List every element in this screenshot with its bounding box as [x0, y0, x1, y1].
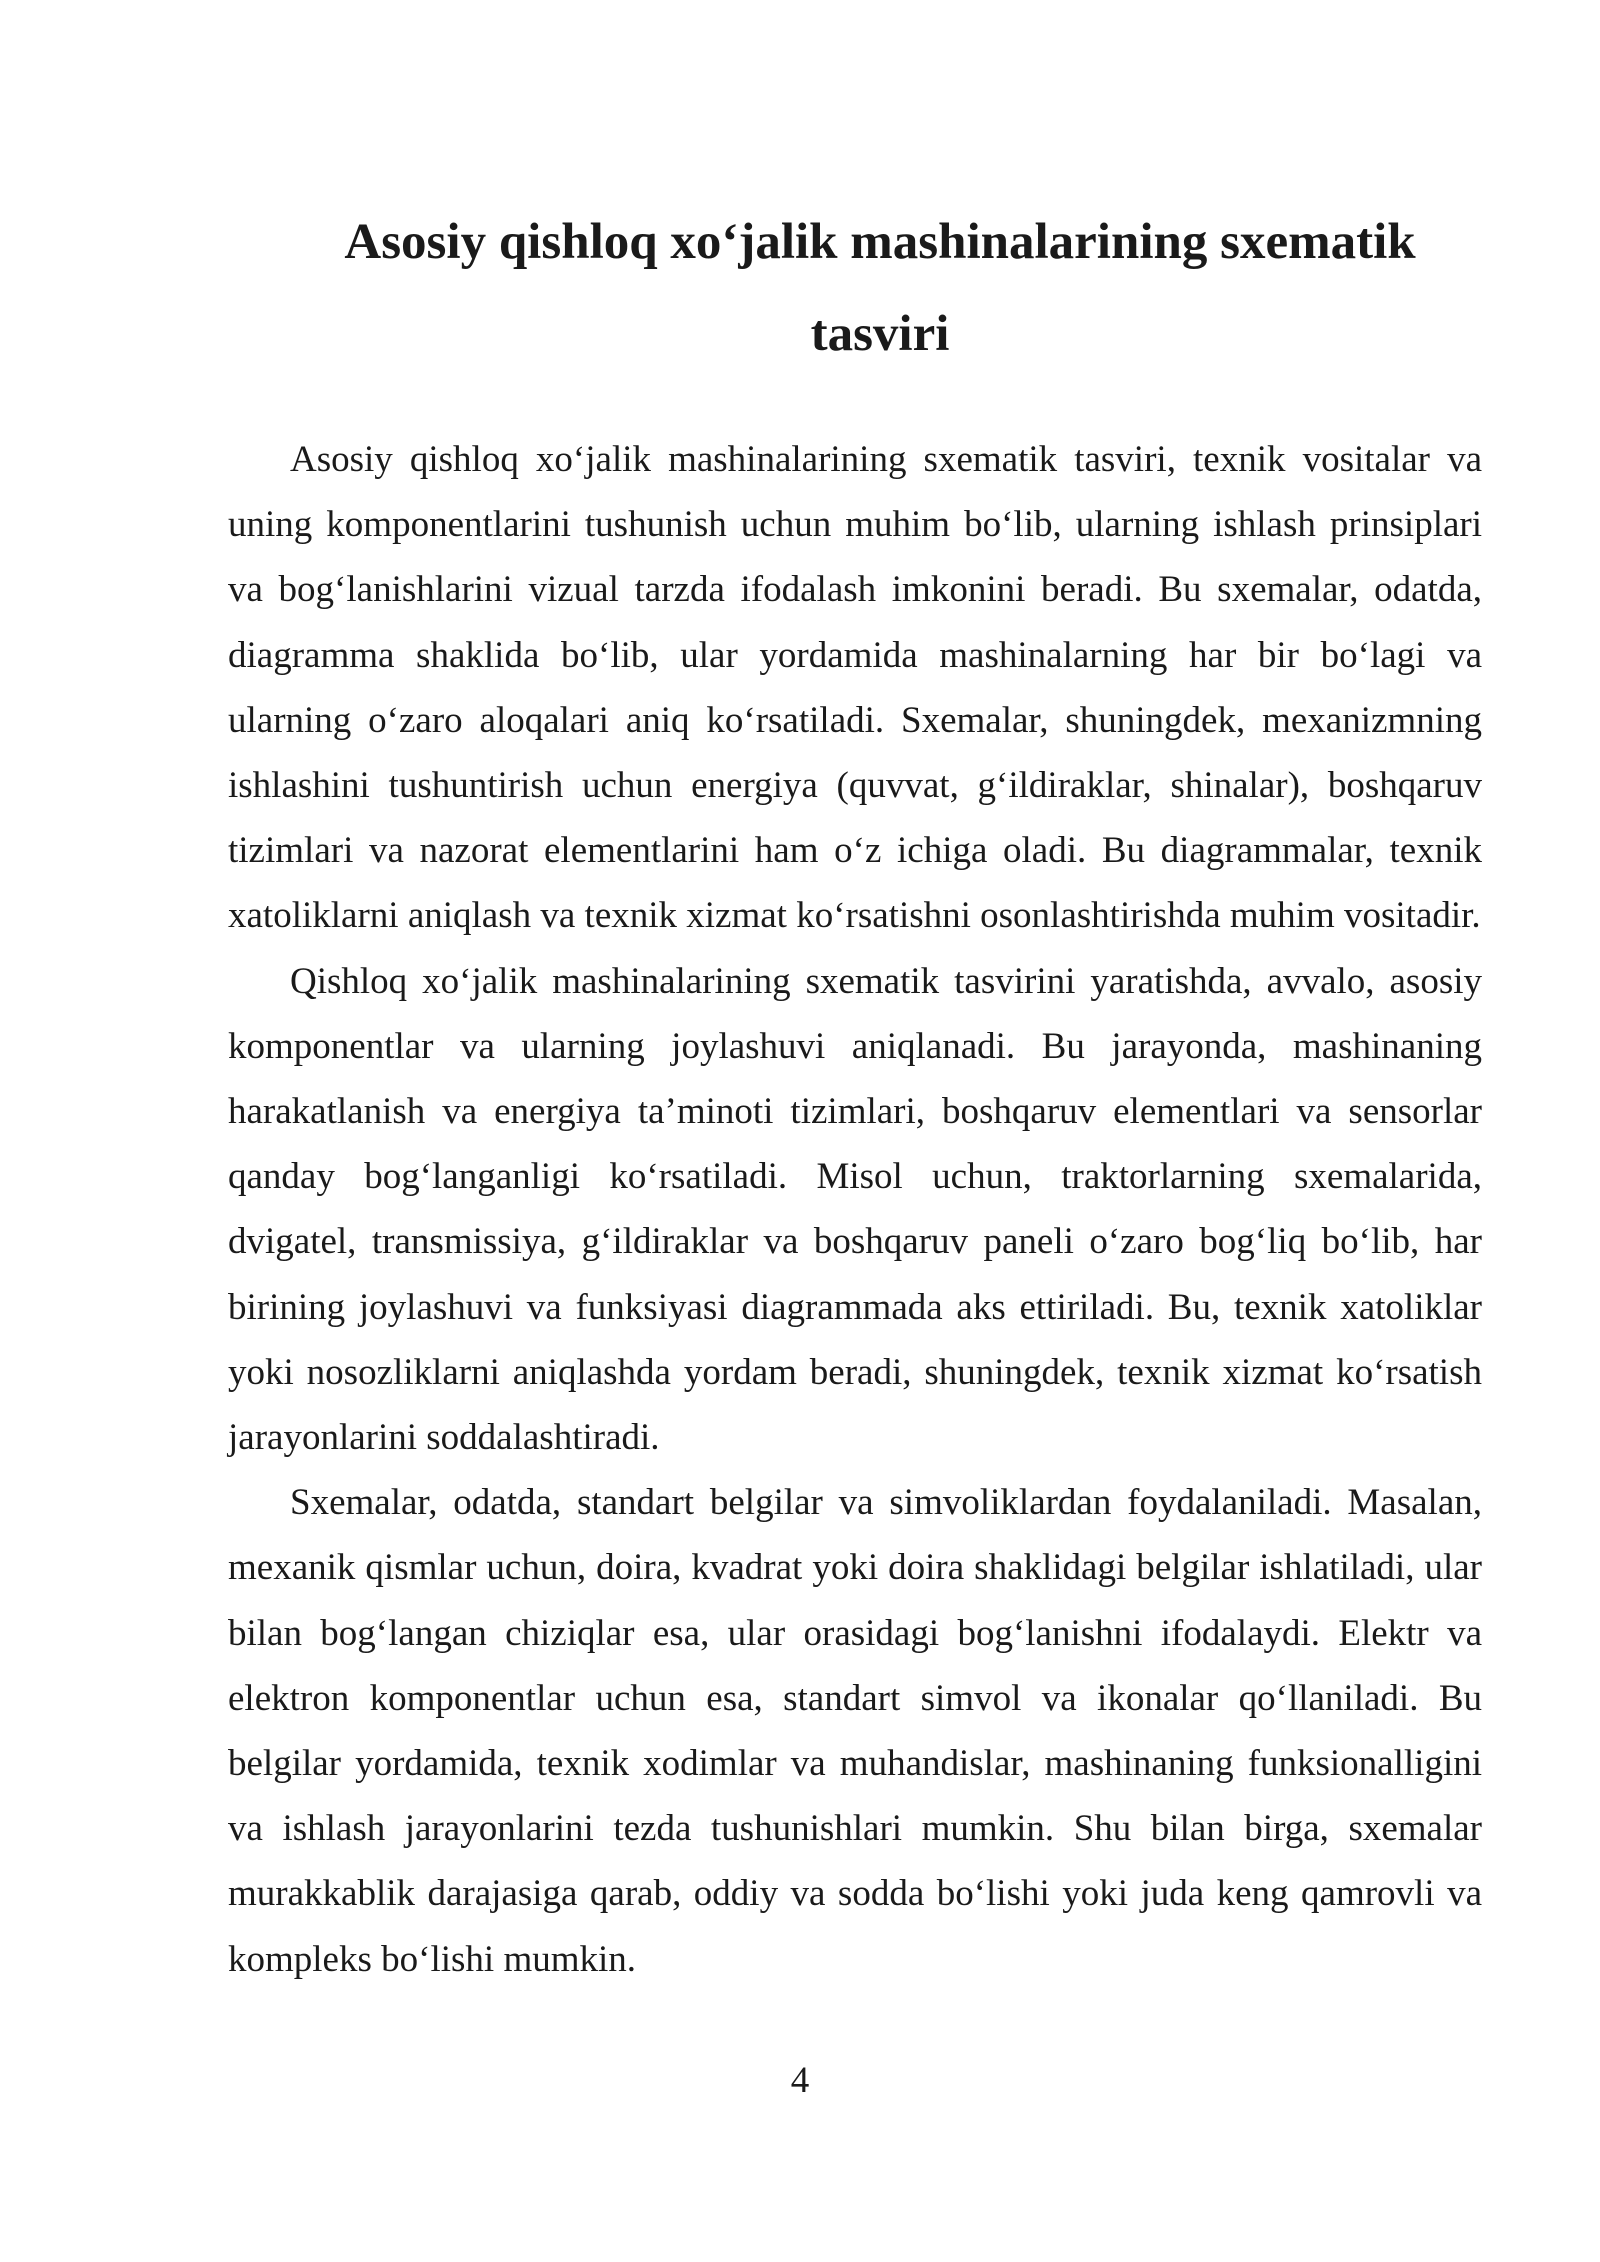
paragraph-3: Sxemalar, odatda, standart belgilar va simvoliklardan foydalaniladi. Masalan, mexanik qismlar uchun, doira, kvadrat yoki doira shaklidagi belgilar ishlatiladi, ular bilan bog‘langan chiziqlar esa, ular orasidagi bog‘lanishni ifodalaydi. Elektr va elektron komponentlar uchun esa, standart simvol va ikonalar qo‘llaniladi. Bu belgilar yordamida, texnik xodimlar va muhandislar, mashinaning funksionalligini va ishlash jarayonlarini tezda tushunishlari mumkin. Shu bilan birga, sxemalar murakkablik darajasiga qarab, oddiy va sodda bo‘lishi yoki juda keng qamrovli va kompleks bo‘lishi mumkin.	[228, 1482, 1482, 1980]
body-text	[228, 427, 1482, 1992]
paragraph-2: Qishloq xo‘jalik mashinalarining sxematik tasvirini yaratishda, avvalo, asosiy komponentlar va ularning joylashuvi aniqlanadi. Bu jarayonda, mashinaning harakatlanish va energiya ta’minoti tizimlari, boshqaruv elementlari va sensorlar qanday bog‘langanligi ko‘rsatiladi. Misol uchun, traktorlarning sxemalarida, dvigatel, transmissiya, g‘ildiraklar va boshqaruv paneli o‘zaro bog‘liq bo‘lib, har birining joylashuvi va funksiyasi diagrammada aks ettiriladi. Bu, texnik xatoliklar yoki nosozliklarni aniqlashda yordam beradi, shuningdek, texnik xizmat ko‘rsatish jarayonlarini soddalashtiradi.	[228, 960, 1482, 1459]
page-title: Asosiy qishloq xo‘jalik mashinalarining sxematik tasviri	[344, 214, 1416, 362]
paragraph-1: Asosiy qishloq xo‘jalik mashinalarining sxematik tasviri, texnik vositalar va uning komponentlarini tushunish uchun muhim bo‘lib, ularning ishlash prinsiplari va bog‘lanishlarini vizual tarzda ifodalash imkonini beradi. Bu sxemalar, odatda, diagramma shaklida bo‘lib, ular yordamida mashinalarning har bir bo‘lagi va ularning o‘zaro aloqalari aniq ko‘rsatiladi. Sxemalar, shuningdek, mexanizmning ishlashini tushuntirish uchun energiya (quvvat, g‘ildiraklar, shinalar), boshqaruv tizimlari va nazorat elementlarini ham o‘z ichiga oladi. Bu diagrammalar, texnik xatoliklarni aniqlash va texnik xizmat ko‘rsatishni osonlashtirishda muhim vositadir.	[228, 439, 1482, 937]
page-number: 4	[790, 2060, 810, 2101]
